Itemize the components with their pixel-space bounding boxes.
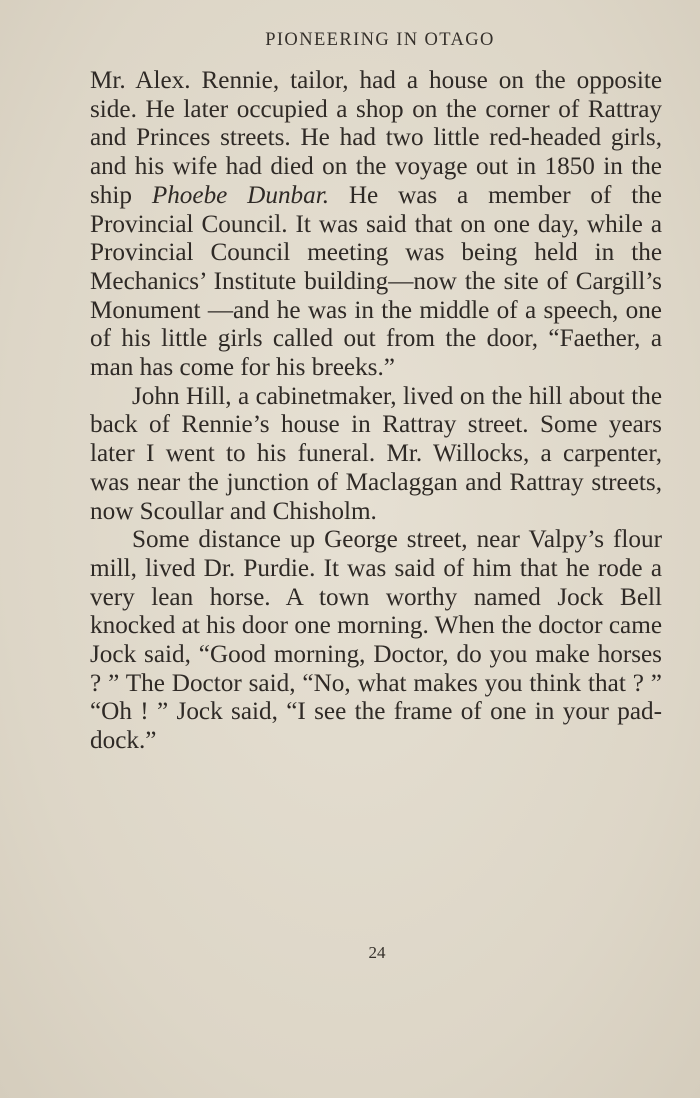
paragraph-rennie-part-2: He was a member of the Provincial Council. It was said that on one day, while a Provincial Council meeting was being held in the Mechanics’ Institute building—now the site of Cargill’s Monument —and he was in the middle of a speech, one of his little girls called out from the door, “Faether, a man has come for his breeks.” — [90, 181, 662, 382]
paragraph-hill: John Hill, a cabinetmaker, lived on the hill about the back of Rennie’s house in Rattray street. Some years later I went to his funeral. Mr. Willocks, a carpenter, was near the junction of Maclaggan and Rattray streets, now Scoullar and Chisholm. — [90, 382, 662, 525]
paragraph-rennie — [90, 67, 662, 383]
paragraph-rennie-part-1: Mr. Alex. Rennie, tailor, had a house on the opposite side. He later occupied a shop on the corner of Rattray and Princes streets. He had two little red-headed girls, and his wife had died on the voyage out in 1850 in the ship — [90, 67, 662, 209]
page-number: 24 — [368, 943, 386, 962]
running-head: PIONEERING IN OTAGO — [265, 30, 495, 50]
paragraph-purdie: Some distance up George street, near Valpy’s flour mill, lived Dr. Purdie. It was said of him that he rode a very lean horse. A town worthy named Jock Bell knocked at his door one morning. When the doctor came Jock said, “Good morning, Doctor, do you make horses ? ” The Doctor said, “No, what makes you think that ? ” “Oh ! ” Jock said, “I see the frame of one in your paddock.” — [90, 526, 662, 755]
ship-name: Phoebe Dunbar. — [151, 181, 330, 209]
body-text — [90, 67, 662, 756]
